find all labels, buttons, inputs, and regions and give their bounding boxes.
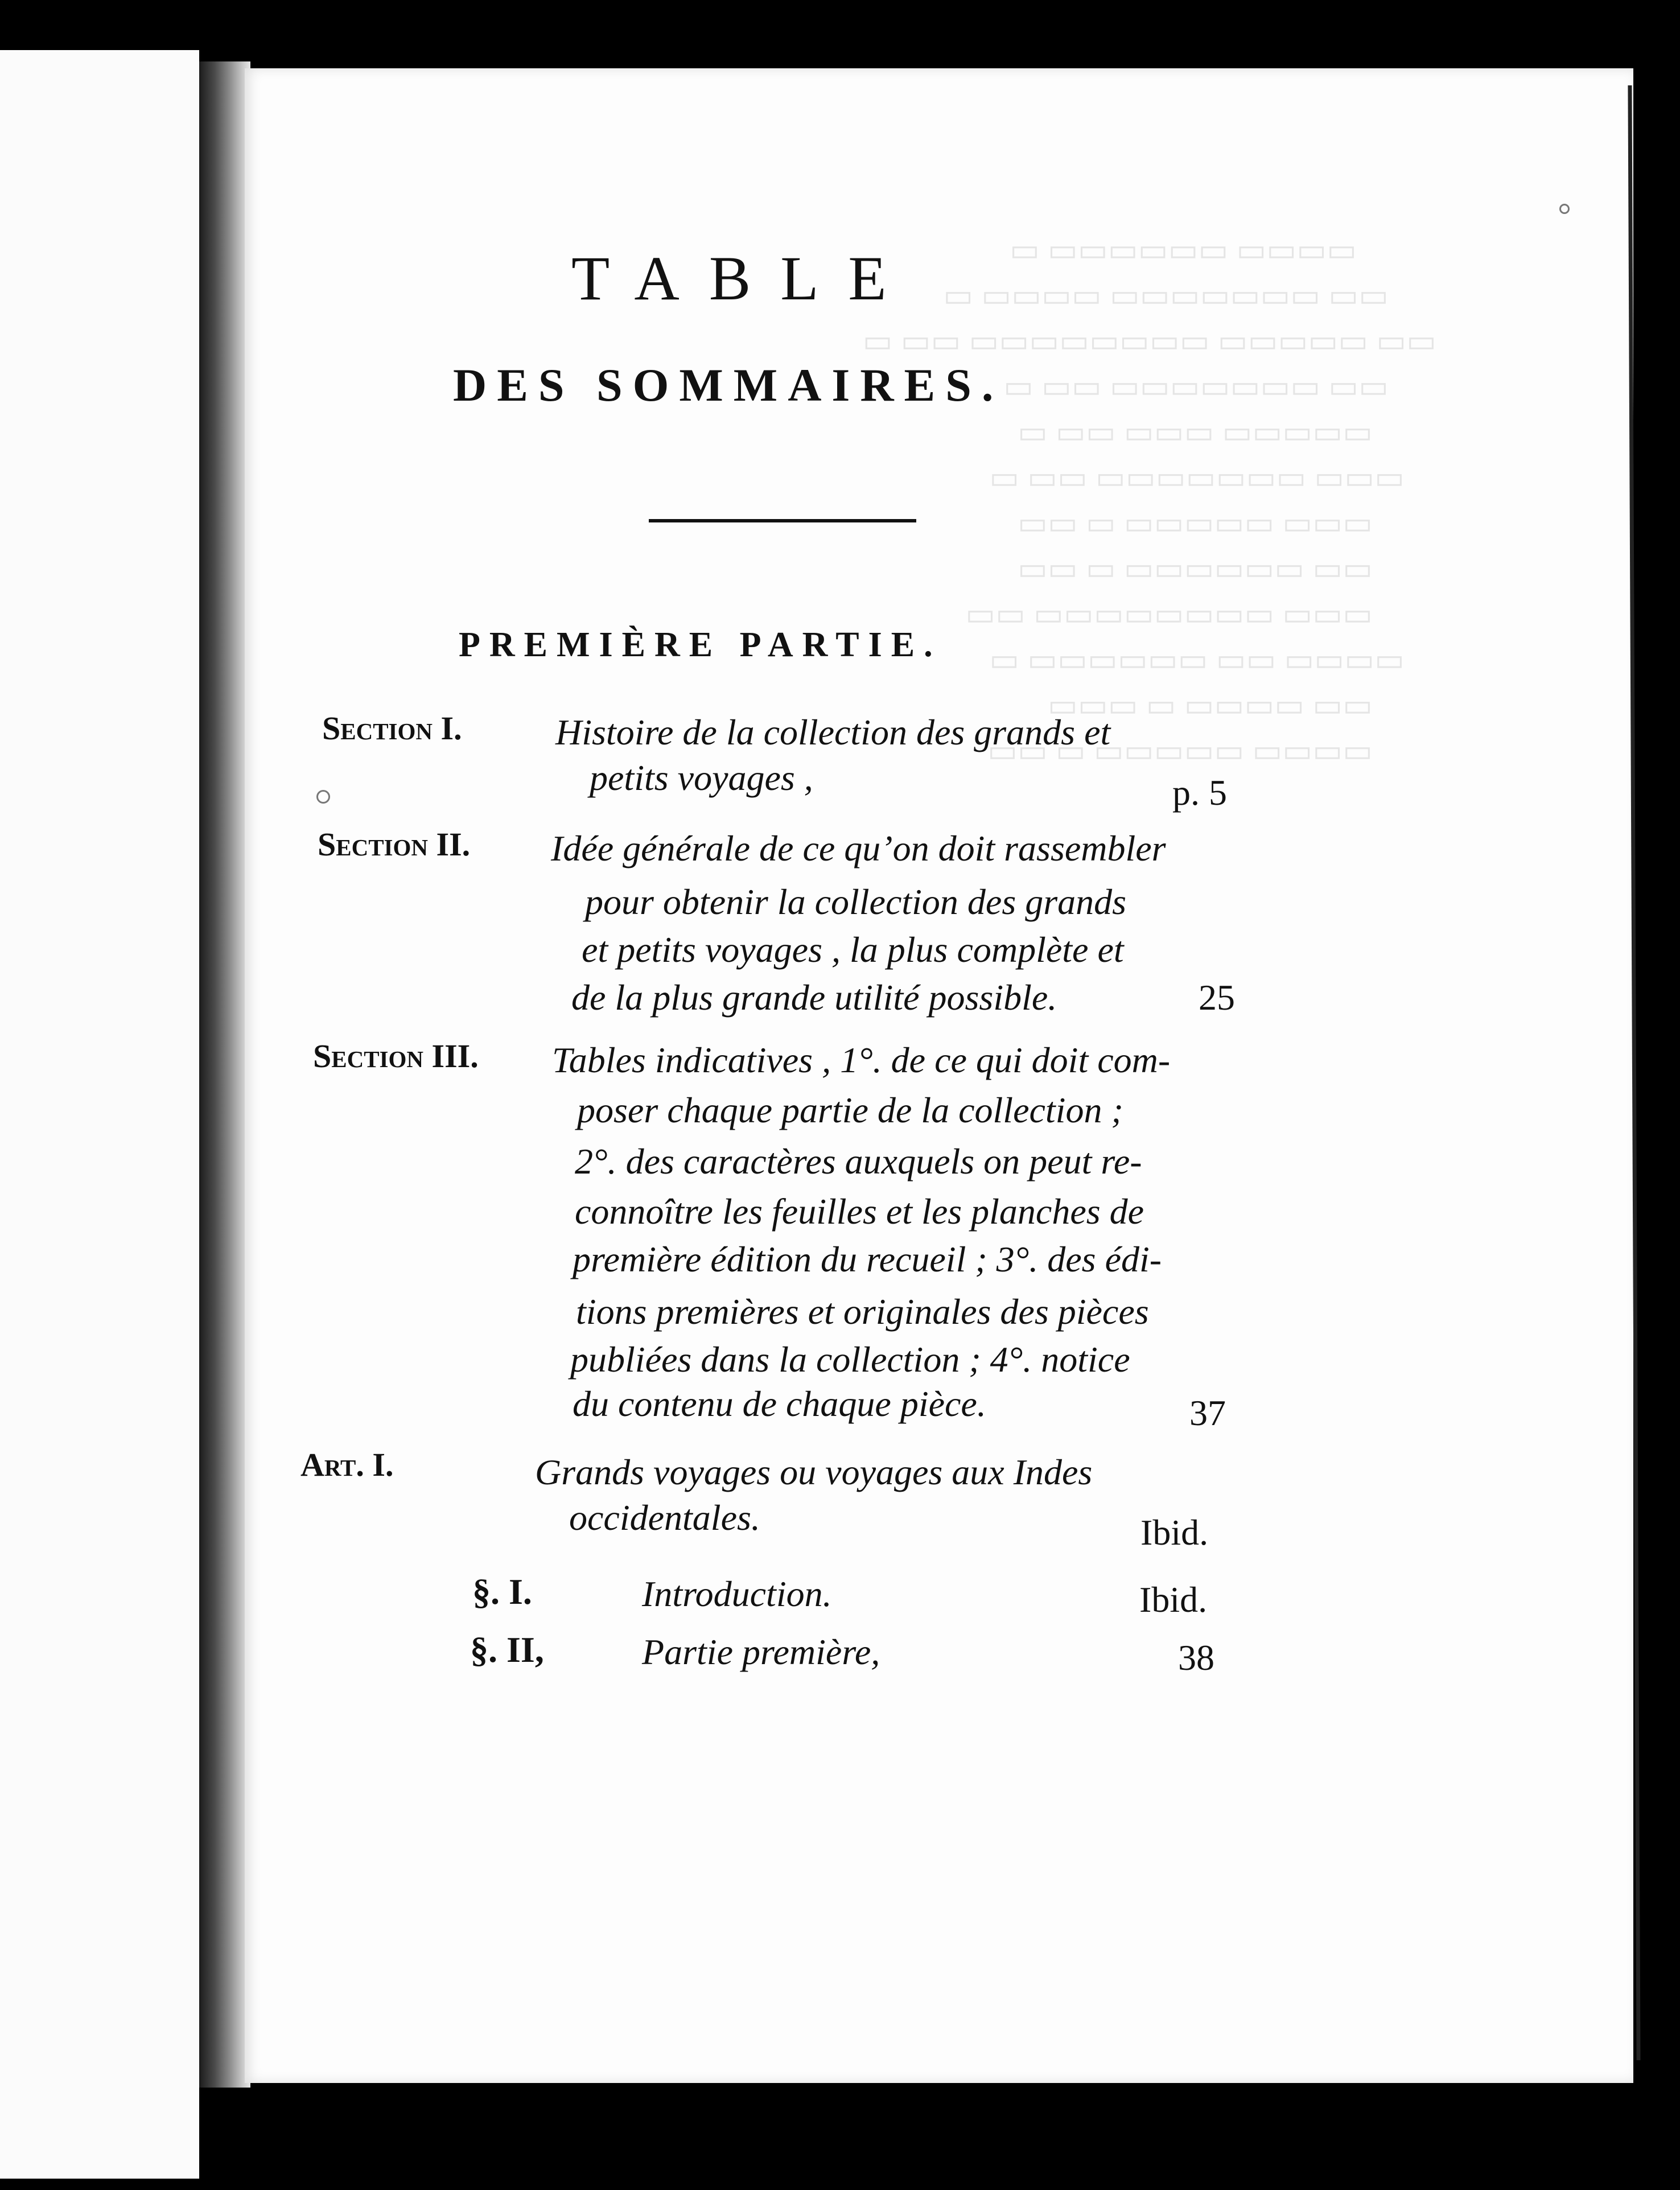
scan-speck (1559, 204, 1570, 214)
heading-des-sommaires: DES SOMMAIRES. (453, 359, 1004, 411)
section-title-line: de la plus grande utilité possible. (571, 977, 1057, 1018)
section-title-line: publiées dans la collection ; 4°. notice (570, 1339, 1130, 1380)
section-title-line: Histoire de la collection des grands et (555, 712, 1111, 752)
section-title-line: poser chaque partie de la collection ; (577, 1090, 1123, 1130)
section-label: Section I. (322, 710, 462, 747)
section-title-line: du contenu de chaque pièce. (573, 1384, 986, 1424)
section-title-line: première édition du recueil ; 3°. des édi- (573, 1239, 1162, 1279)
section-title-line: Tables indicatives , 1°. de ce qui doit com- (552, 1040, 1171, 1080)
section-title-line: pour obtenir la collection des grands (585, 882, 1127, 922)
article-title-line: occidentales. (569, 1497, 760, 1538)
paragraph-label: §. II, (470, 1629, 544, 1670)
paragraph-page-number: Ibid. (1139, 1579, 1208, 1620)
section-label: Section III. (313, 1038, 479, 1075)
section-page-number: 25 (1199, 977, 1235, 1018)
paragraph-title: Introduction. (642, 1574, 832, 1614)
left-page-edge (0, 50, 199, 2179)
section-title-line: connoître les feuilles et les planches de (575, 1191, 1144, 1232)
paragraph-page-number: 38 (1178, 1637, 1214, 1678)
part-heading: PREMIÈRE PARTIE. (459, 625, 942, 664)
section-page-number: 37 (1189, 1393, 1226, 1433)
paragraph-label: §. I. (472, 1571, 532, 1612)
article-title-line: Grands voyages ou voyages aux Indes (535, 1452, 1093, 1492)
article-label: Art. I. (300, 1446, 394, 1483)
section-title-line: petits voyages , (590, 758, 813, 798)
article-page-number: Ibid. (1140, 1512, 1209, 1553)
heading-table: TABLE (571, 244, 916, 313)
section-title-line: 2°. des caractères auxquels on peut re- (575, 1141, 1142, 1182)
book-gutter (199, 61, 250, 2088)
section-title-line: Idée générale de ce qu’on doit rassembler (551, 828, 1166, 868)
section-page-number: p. 5 (1172, 772, 1227, 813)
section-title-line: et petits voyages , la plus complète et (582, 929, 1124, 970)
section-label: Section II. (318, 826, 471, 863)
section-title-line: tions premières et originales des pièces (576, 1291, 1149, 1332)
paragraph-title: Partie première, (642, 1632, 880, 1672)
heading-rule (649, 519, 916, 522)
scan-speck (316, 790, 330, 804)
